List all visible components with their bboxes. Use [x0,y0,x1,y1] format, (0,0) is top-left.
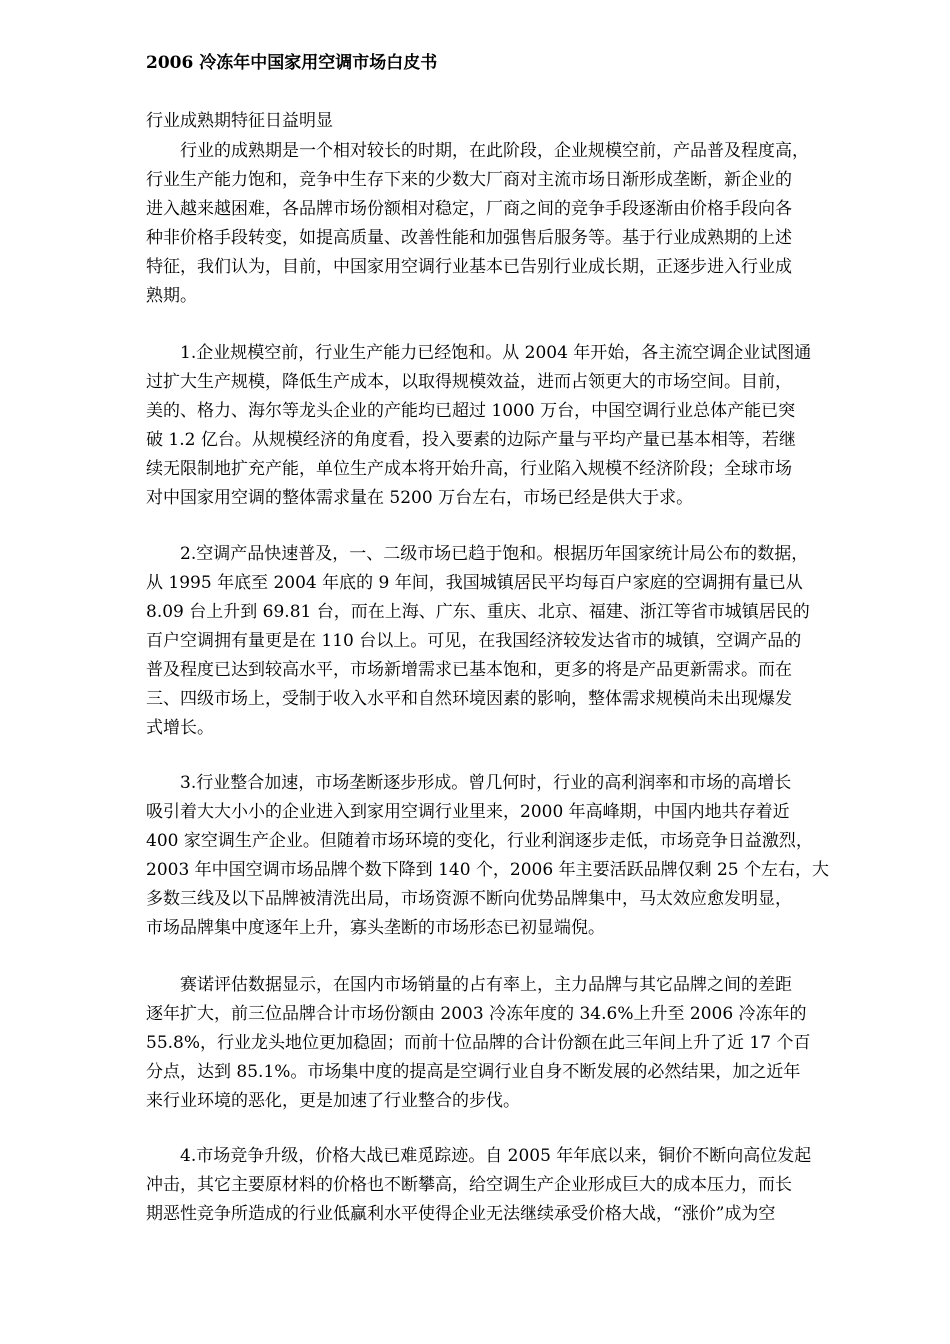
paragraph [146,971,890,1116]
paragraph-line: 熟期。 [146,286,197,306]
paragraph-line: 市场品牌集中度逐年上升，寡头垄断的市场形态已初显端倪。 [146,918,605,938]
paragraph [146,339,890,513]
paragraph [146,137,890,311]
paragraph-line: 赛诺评估数据显示，在国内市场销量的占有率上，主力品牌与其它品牌之间的差距 [146,975,792,995]
paragraph-line: 三、四级市场上，受制于收入水平和自然环境因素的影响，整体需求规模尚未出现爆发 [146,689,792,709]
paragraph-line: 冲击，其它主要原材料的价格也不断攀高，给空调生产企业形成巨大的成本压力，而长 [146,1175,792,1195]
paragraph-line: 百户空调拥有量更是在 110 台以上。可见，在我国经济较发达省市的城镇，空调产品的 [146,631,802,651]
paragraph-line: 从 1995 年底至 2004 年底的 9 年间，我国城镇居民平均每百户家庭的空调拥有量已从 [146,573,803,593]
paragraph-line: 吸引着大大小小的企业进入到家用空调行业里来，2000 年高峰期，中国内地共存着近 [146,802,790,822]
paragraph-line: 多数三线及以下品牌被清洗出局，市场资源不断向优势品牌集中，马太效应愈发明显， [146,889,792,909]
paragraph-line: 行业生产能力饱和，竞争中生存下来的少数大厂商对主流市场日渐形成垄断，新企业的 [146,170,792,190]
paragraph-line: 4.市场竞争升级，价格大战已难觅踪迹。自 2005 年年底以来，铜价不断向高位发起 [146,1146,812,1166]
paragraph-line: 行业的成熟期是一个相对较长的时期，在此阶段，企业规模空前，产品普及程度高， [146,141,809,161]
paragraph-line: 分点，达到 85.1%。市场集中度的提高是空调行业自身不断发展的必然结果，加之近年 [146,1062,801,1082]
paragraph-line: 式增长。 [146,718,214,738]
paragraph-line: 普及程度已达到较高水平，市场新增需求已基本饱和，更多的将是产品更新需求。而在 [146,660,792,680]
paragraph-line: 来行业环境的恶化，更是加速了行业整合的步伐。 [146,1091,520,1111]
paragraph-line: 400 家空调生产企业。但随着市场环境的变化，行业利润逐步走低，市场竞争日益激烈， [146,831,813,851]
paragraph-line: 3.行业整合加速，市场垄断逐步形成。曾几何时，行业的高利润率和市场的高增长 [146,773,792,793]
section-heading: 行业成熟期特征日益明显 [146,111,333,131]
paragraph-line: 2003 年中国空调市场品牌个数下降到 140 个，2006 年主要活跃品牌仅剩 25 个左右，大 [146,860,830,880]
document-title: 2006 冷冻年中国家用空调市场白皮书 [146,53,438,73]
paragraph [146,540,890,743]
paragraph-line: 1.企业规模空前，行业生产能力已经饱和。从 2004 年开始，各主流空调企业试图通 [146,343,812,363]
paragraph-line: 续无限制地扩充产能，单位生产成本将开始升高，行业陷入规模不经济阶段；全球市场 [146,459,792,479]
paragraph-line: 期恶性竞争所造成的行业低赢利水平使得企业无法继续承受价格大战，“涨价”成为空 [146,1204,776,1224]
paragraph-line: 逐年扩大，前三位品牌合计市场份额由 2003 冷冻年度的 34.6%上升至 2006 冷冻年的 [146,1004,807,1024]
paragraph-line: 特征，我们认为，目前，中国家用空调行业基本已告别行业成长期，正逐步进入行业成 [146,257,792,277]
paragraph [146,769,890,943]
paragraph-line: 进入越来越困难，各品牌市场份额相对稳定，厂商之间的竞争手段逐渐由价格手段向各 [146,199,792,219]
paragraph-line: 8.09 台上升到 69.81 台，而在上海、广东、重庆、北京、福建、浙江等省市城镇居民的 [146,602,810,622]
paragraph-line: 2.空调产品快速普及，一、二级市场已趋于饱和。根据历年国家统计局公布的数据， [146,544,809,564]
paragraph [146,1142,890,1229]
paragraph-line: 对中国家用空调的整体需求量在 5200 万台左右，市场已经是供大于求。 [146,488,694,508]
paragraph-line: 过扩大生产规模，降低生产成本，以取得规模效益，进而占领更大的市场空间。目前， [146,372,792,392]
paragraph-line: 美的、格力、海尔等龙头企业的产能均已超过 1000 万台，中国空调行业总体产能已突 [146,401,796,421]
paragraph-line: 55.8%，行业龙头地位更加稳固；而前十位品牌的合计份额在此三年间上升了近 17 个百 [146,1033,811,1053]
paragraph-line: 种非价格手段转变，如提高质量、改善性能和加强售后服务等。基于行业成熟期的上述 [146,228,792,248]
paragraph-line: 破 1.2 亿台。从规模经济的角度看，投入要素的边际产量与平均产量已基本相等，若继 [146,430,796,450]
